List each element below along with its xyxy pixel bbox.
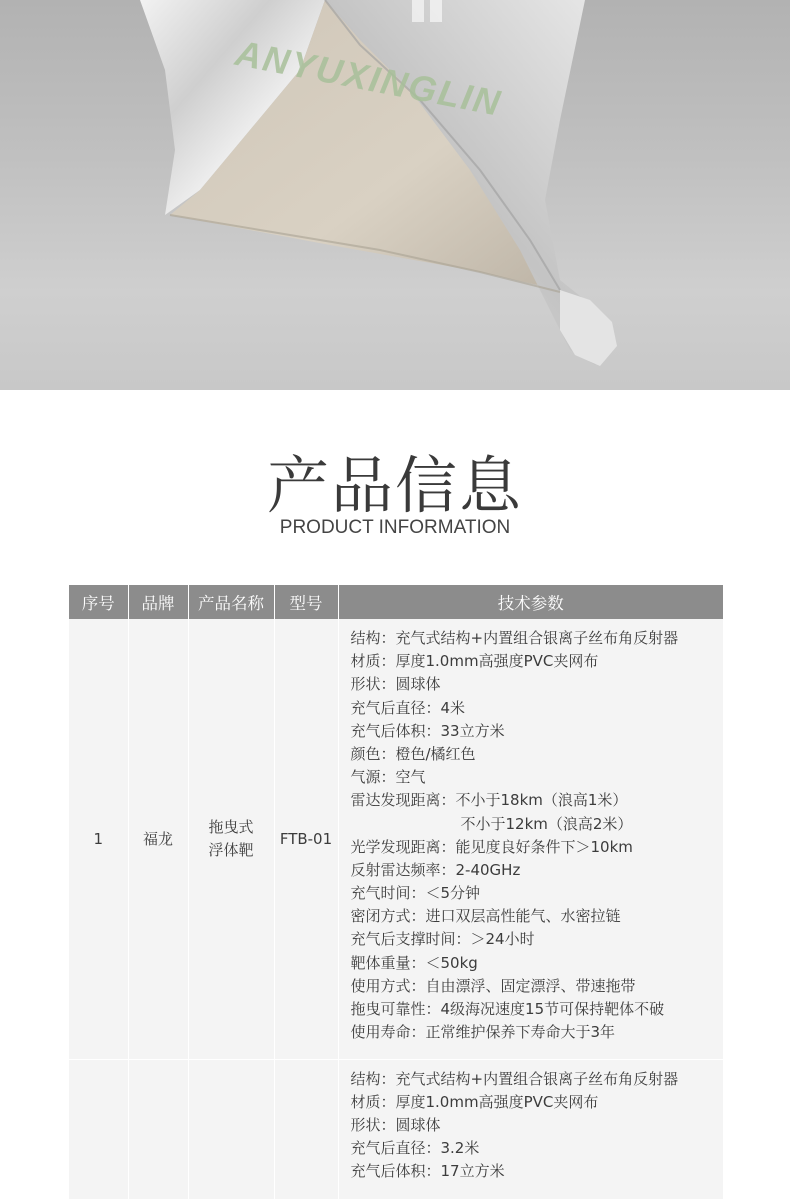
product-name-line: 拖曳式 [208, 817, 254, 836]
param-line: 使用寿命：正常维护保养下寿命大于3年 [350, 1023, 616, 1042]
header-no: 序号 [69, 585, 128, 619]
header-product-name: 产品名称 [188, 585, 274, 619]
param-line: 颜色：橙色/橘红色 [350, 744, 476, 763]
param-line: 气源：空气 [350, 768, 426, 787]
param-line: 靶体重量：＜50kg [350, 953, 478, 972]
param-line: 光学发现距离：能见度良好条件下＞10km [350, 837, 633, 856]
param-line: 使用方式：自由漂浮、固定漂浮、带速拖带 [350, 976, 636, 995]
param-line: 充气后体积：17立方米 [350, 1162, 505, 1181]
param-line: 不小于12km（浪高2米） [460, 814, 633, 833]
product-photo [0, 0, 790, 390]
param-line: 密闭方式：进口双层高性能气、水密拉链 [350, 907, 621, 926]
table-row [69, 619, 723, 1059]
cell-tech-params [338, 1059, 723, 1199]
cell-model [274, 1059, 338, 1199]
inflatable-target-illustration [0, 0, 790, 390]
section-subtitle: PRODUCT INFORMATION [279, 517, 511, 538]
cell-model: FTB-01 [274, 619, 338, 1059]
cell-no: 1 [69, 619, 128, 1059]
cell-brand [128, 1059, 188, 1199]
param-line: 材质：厚度1.0mm高强度PVC夹网布 [350, 652, 599, 671]
header-tech-params: 技术参数 [338, 585, 723, 619]
param-line: 充气后支撑时间：＞24小时 [350, 930, 535, 949]
cell-no [69, 1059, 128, 1199]
param-line: 雷达发现距离：不小于18km（浪高1米） [350, 791, 628, 810]
param-line: 结构：充气式结构+内置组合银离子丝布角反射器 [350, 629, 679, 647]
cell-brand: 福龙 [128, 619, 188, 1059]
param-line: 反射雷达频率：2-40GHz [350, 860, 521, 879]
param-line: 拖曳可靠性：4级海况速度15节可保持靶体不破 [350, 1000, 665, 1018]
param-line: 材质：厚度1.0mm高强度PVC夹网布 [350, 1092, 599, 1111]
cell-product-name [188, 1059, 274, 1199]
table-header-row [69, 585, 723, 619]
brand-print-text: ANYUXINGLIN [232, 32, 506, 124]
product-spec-table [69, 585, 723, 1200]
param-line: 结构：充气式结构+内置组合银离子丝布角反射器 [350, 1069, 679, 1088]
param-line: 充气时间：＜5分钟 [350, 884, 481, 903]
section-title: 产品信息 [266, 449, 523, 522]
param-line: 充气后体积：33立方米 [350, 721, 505, 740]
param-line: 形状：圆球体 [350, 1115, 441, 1134]
cell-tech-params [338, 619, 723, 1059]
param-line: 充气后直径：4米 [350, 698, 466, 717]
header-model: 型号 [274, 585, 338, 619]
param-line: 充气后直径：3.2米 [350, 1139, 480, 1158]
param-line: 形状：圆球体 [350, 675, 441, 694]
cell-product-name [188, 619, 274, 1059]
header-brand: 品牌 [128, 585, 188, 619]
table-row [69, 1059, 723, 1199]
product-name-line: 浮体靶 [208, 840, 254, 859]
